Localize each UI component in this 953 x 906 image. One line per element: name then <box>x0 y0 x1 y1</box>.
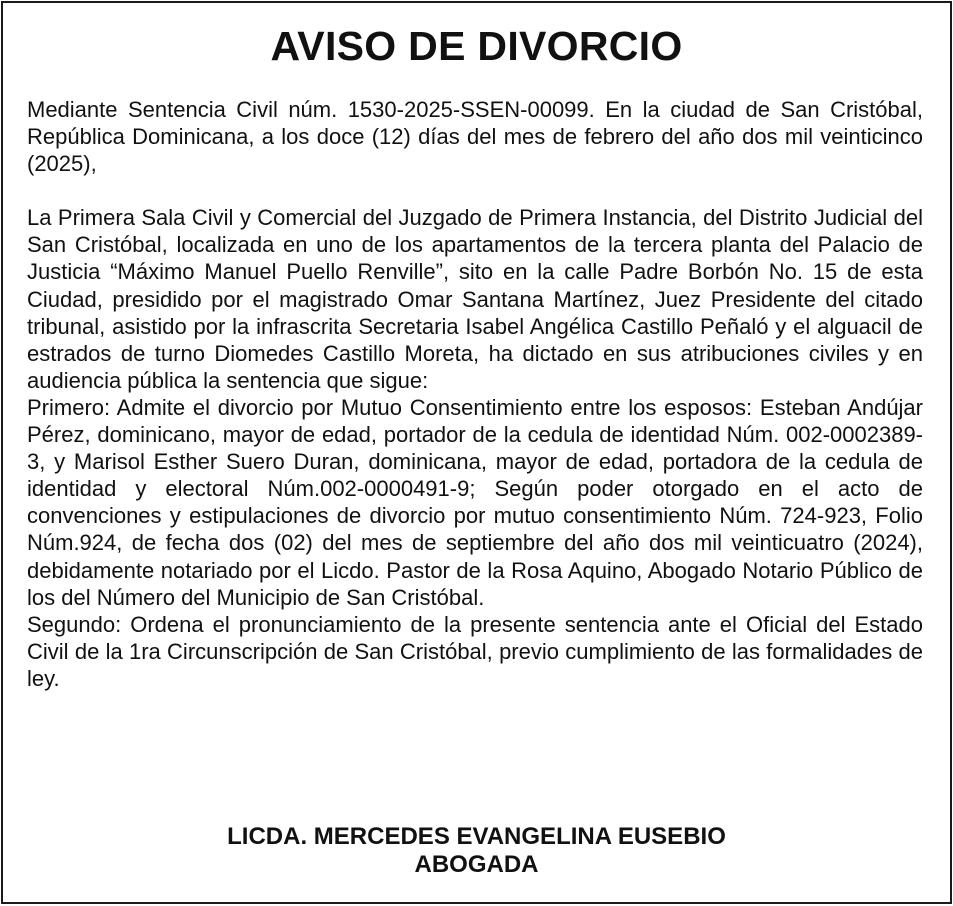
paragraph-spacer <box>27 177 923 204</box>
notice-title: AVISO DE DIVORCIO <box>270 23 683 69</box>
divorce-notice <box>1 1 952 904</box>
signature-block <box>3 823 950 879</box>
paragraph-primero: Primero: Admite el divorcio por Mutuo Consentimiento entre los esposos: Esteban Andújar Pérez, dominicano, mayor de edad, portador de la cedula de identidad Núm. 002-0002389-3, y Marisol Esther Suero Duran, dominicana, mayor de edad, portadora de la cedula de identidad y electoral Núm.002-0000491-9; Según poder otorgado en el acto de convenciones y estipulaciones de divorcio por mutuo consentimiento Núm. 724-923, Folio Núm.924, de fecha dos (02) del mes de septiembre del año dos mil veinticuatro (2024), debidamente notariado por el Licdo. Pastor de la Rosa Aquino, Abogado Notario Público de los del Número del Municipio de San Cristóbal. <box>27 394 923 610</box>
signature-role: ABOGADA <box>414 851 539 878</box>
signature-name: LICDA. MERCEDES EVANGELINA EUSEBIO <box>227 823 726 850</box>
paragraph-sentence-reference: Mediante Sentencia Civil núm. 1530-2025-SSEN-00099. En la ciudad de San Cristóbal, República Dominicana, a los doce (12) días del mes de febrero del año dos mil veinticinco (2025), <box>27 97 923 177</box>
paragraph-court-description: La Primera Sala Civil y Comercial del Juzgado de Primera Instancia, del Distrito Judicial del San Cristóbal, localizada en uno de los apartamentos de la tercera planta del Palacio de Justicia “Máximo Manuel Puello Renville”, sito en la calle Padre Borbón No. 15 de esta Ciudad, presidido por el magistrado Omar Santana Martínez, Juez Presidente del citado tribunal, asistido por la infrascrita Secretaria Isabel Angélica Castillo Peñaló y el alguacil de estrados de turno Diomedes Castillo Moreta, ha dictado en sus atribuciones civiles y en audiencia pública la sentencia que sigue: <box>27 205 923 393</box>
paragraph-segundo: Segundo: Ordena el pronunciamiento de la presente sentencia ante el Oficial del Estado Civil de la 1ra Circunscripción de San Cristóbal, previo cumplimiento de las formalidades de ley. <box>27 611 923 691</box>
notice-body <box>27 96 923 692</box>
